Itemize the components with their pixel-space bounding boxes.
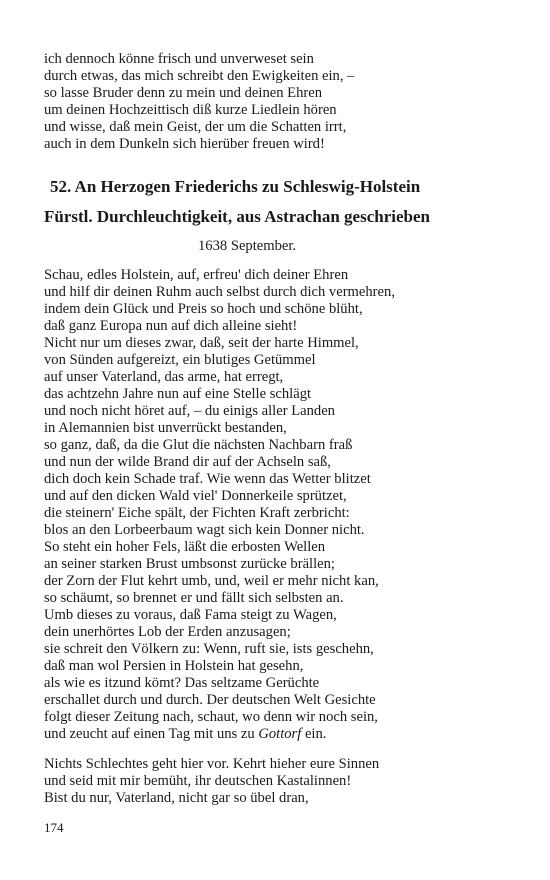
top-stanza xyxy=(44,51,354,153)
verse-line: durch etwas, das mich schreibt den Ewigkeiten ein, – xyxy=(44,68,355,84)
verse-line: So steht ein hoher Fels, läßt die erbosten Wellen xyxy=(44,539,326,555)
verse-line: sie schreit den Völkern zu: Wenn, ruft sie, ists geschehn, xyxy=(44,641,374,657)
place-name-italic: Gottorf xyxy=(258,726,302,742)
verse-line: Umb dieses zu voraus, daß Fama steigt zu Wagen, xyxy=(44,607,337,623)
page-number: 174 xyxy=(44,820,64,835)
poem-title-line-1: 52. An Herzogen Friederichs zu Schleswig-Holstein xyxy=(50,177,421,196)
verse-line: auf unser Vaterland, das arme, hat erregt, xyxy=(44,369,284,385)
verse-line: an seiner starken Brust umbsonst zurücke brällen; xyxy=(44,556,335,572)
poem-title-line-2: Fürstl. Durchleuchtigkeit, aus Astrachan geschrieben xyxy=(44,207,430,226)
verse-line: der Zorn der Flut kehrt umb, und, weil er mehr nicht kan, xyxy=(44,573,379,589)
verse-text: und zeucht auf einen Tag mit uns zu xyxy=(44,726,259,742)
verse-line: Nicht nur um dieses zwar, daß, seit der harte Himmel, xyxy=(44,335,359,351)
verse-line: ich dennoch könne frisch und unverweset sein xyxy=(44,51,314,67)
verse-line: und wisse, daß mein Geist, der um die Schatten irrt, xyxy=(44,119,347,135)
verse-line: daß man wol Persien in Holstein hat gesehn, xyxy=(44,658,304,674)
verse-line-last xyxy=(44,726,395,743)
verse-text: ein. xyxy=(301,726,327,742)
verse-line: daß ganz Europa nun auf dich alleine sieht! xyxy=(44,318,298,334)
verse-line: so schäumt, so brennet er und fällt sich selbsten an. xyxy=(44,590,344,606)
verse-line: blos an den Lorbeerbaum wagt sich kein Donner nicht. xyxy=(44,522,365,538)
verse-line: dein unerhörtes Lob der Erden anzusagen; xyxy=(44,624,291,640)
verse-line: und noch nicht höret auf, – du einigs aller Landen xyxy=(44,403,335,419)
verse-line: und auf den dicken Wald viel' Donnerkeile sprützet, xyxy=(44,488,347,504)
verse-line: auch in dem Dunkeln sich hierüber freuen wird! xyxy=(44,136,325,152)
verse-line: so ganz, daß, da die Glut die nächsten Nachbarn fraß xyxy=(44,437,353,453)
verse-line: so lasse Bruder denn zu mein und deinen Ehren xyxy=(44,85,323,101)
verse-line: und seid mit mir bemüht, ihr deutschen Kastalinnen! xyxy=(44,773,352,789)
verse-line: erschallet durch und durch. Der deutschen Welt Gesichte xyxy=(44,692,376,708)
verse-line: und nun der wilde Brand dir auf der Achseln saß, xyxy=(44,454,331,470)
stanza-1 xyxy=(44,267,395,743)
verse-line: die steinern' Eiche spält, der Fichten Kraft zerbricht: xyxy=(44,505,350,521)
verse-line: Schau, edles Holstein, auf, erfreu' dich deiner Ehren xyxy=(44,267,349,283)
verse-line: Bist du nur, Vaterland, nicht gar so übel dran, xyxy=(44,790,309,806)
verse-line: als wie es itzund kömt? Das seltzame Gerüchte xyxy=(44,675,320,691)
verse-line: folgt dieser Zeitung nach, schaut, wo denn wir noch sein, xyxy=(44,709,378,725)
verse-line: von Sünden aufgereizt, ein blutiges Getümmel xyxy=(44,352,316,368)
verse-line: um deinen Hochzeittisch diß kurze Liedlein hören xyxy=(44,102,337,118)
stanza-2 xyxy=(44,756,379,807)
verse-line: und hilf dir deinen Ruhm auch selbst durch dich vermehren, xyxy=(44,284,395,300)
verse-line: Nichts Schlechtes geht hier vor. Kehrt hieher eure Sinnen xyxy=(44,756,380,772)
verse-line: das achtzehn Jahre nun auf eine Stelle schlägt xyxy=(44,386,312,402)
verse-line: dich doch kein Schade traf. Wie wenn das Wetter blitzet xyxy=(44,471,371,487)
verse-line: indem dein Glück und Preis so hoch und schöne blüht, xyxy=(44,301,363,317)
verse-line: in Alemannien bist unverrückt bestanden, xyxy=(44,420,287,436)
poem-date: 1638 September. xyxy=(198,238,297,254)
